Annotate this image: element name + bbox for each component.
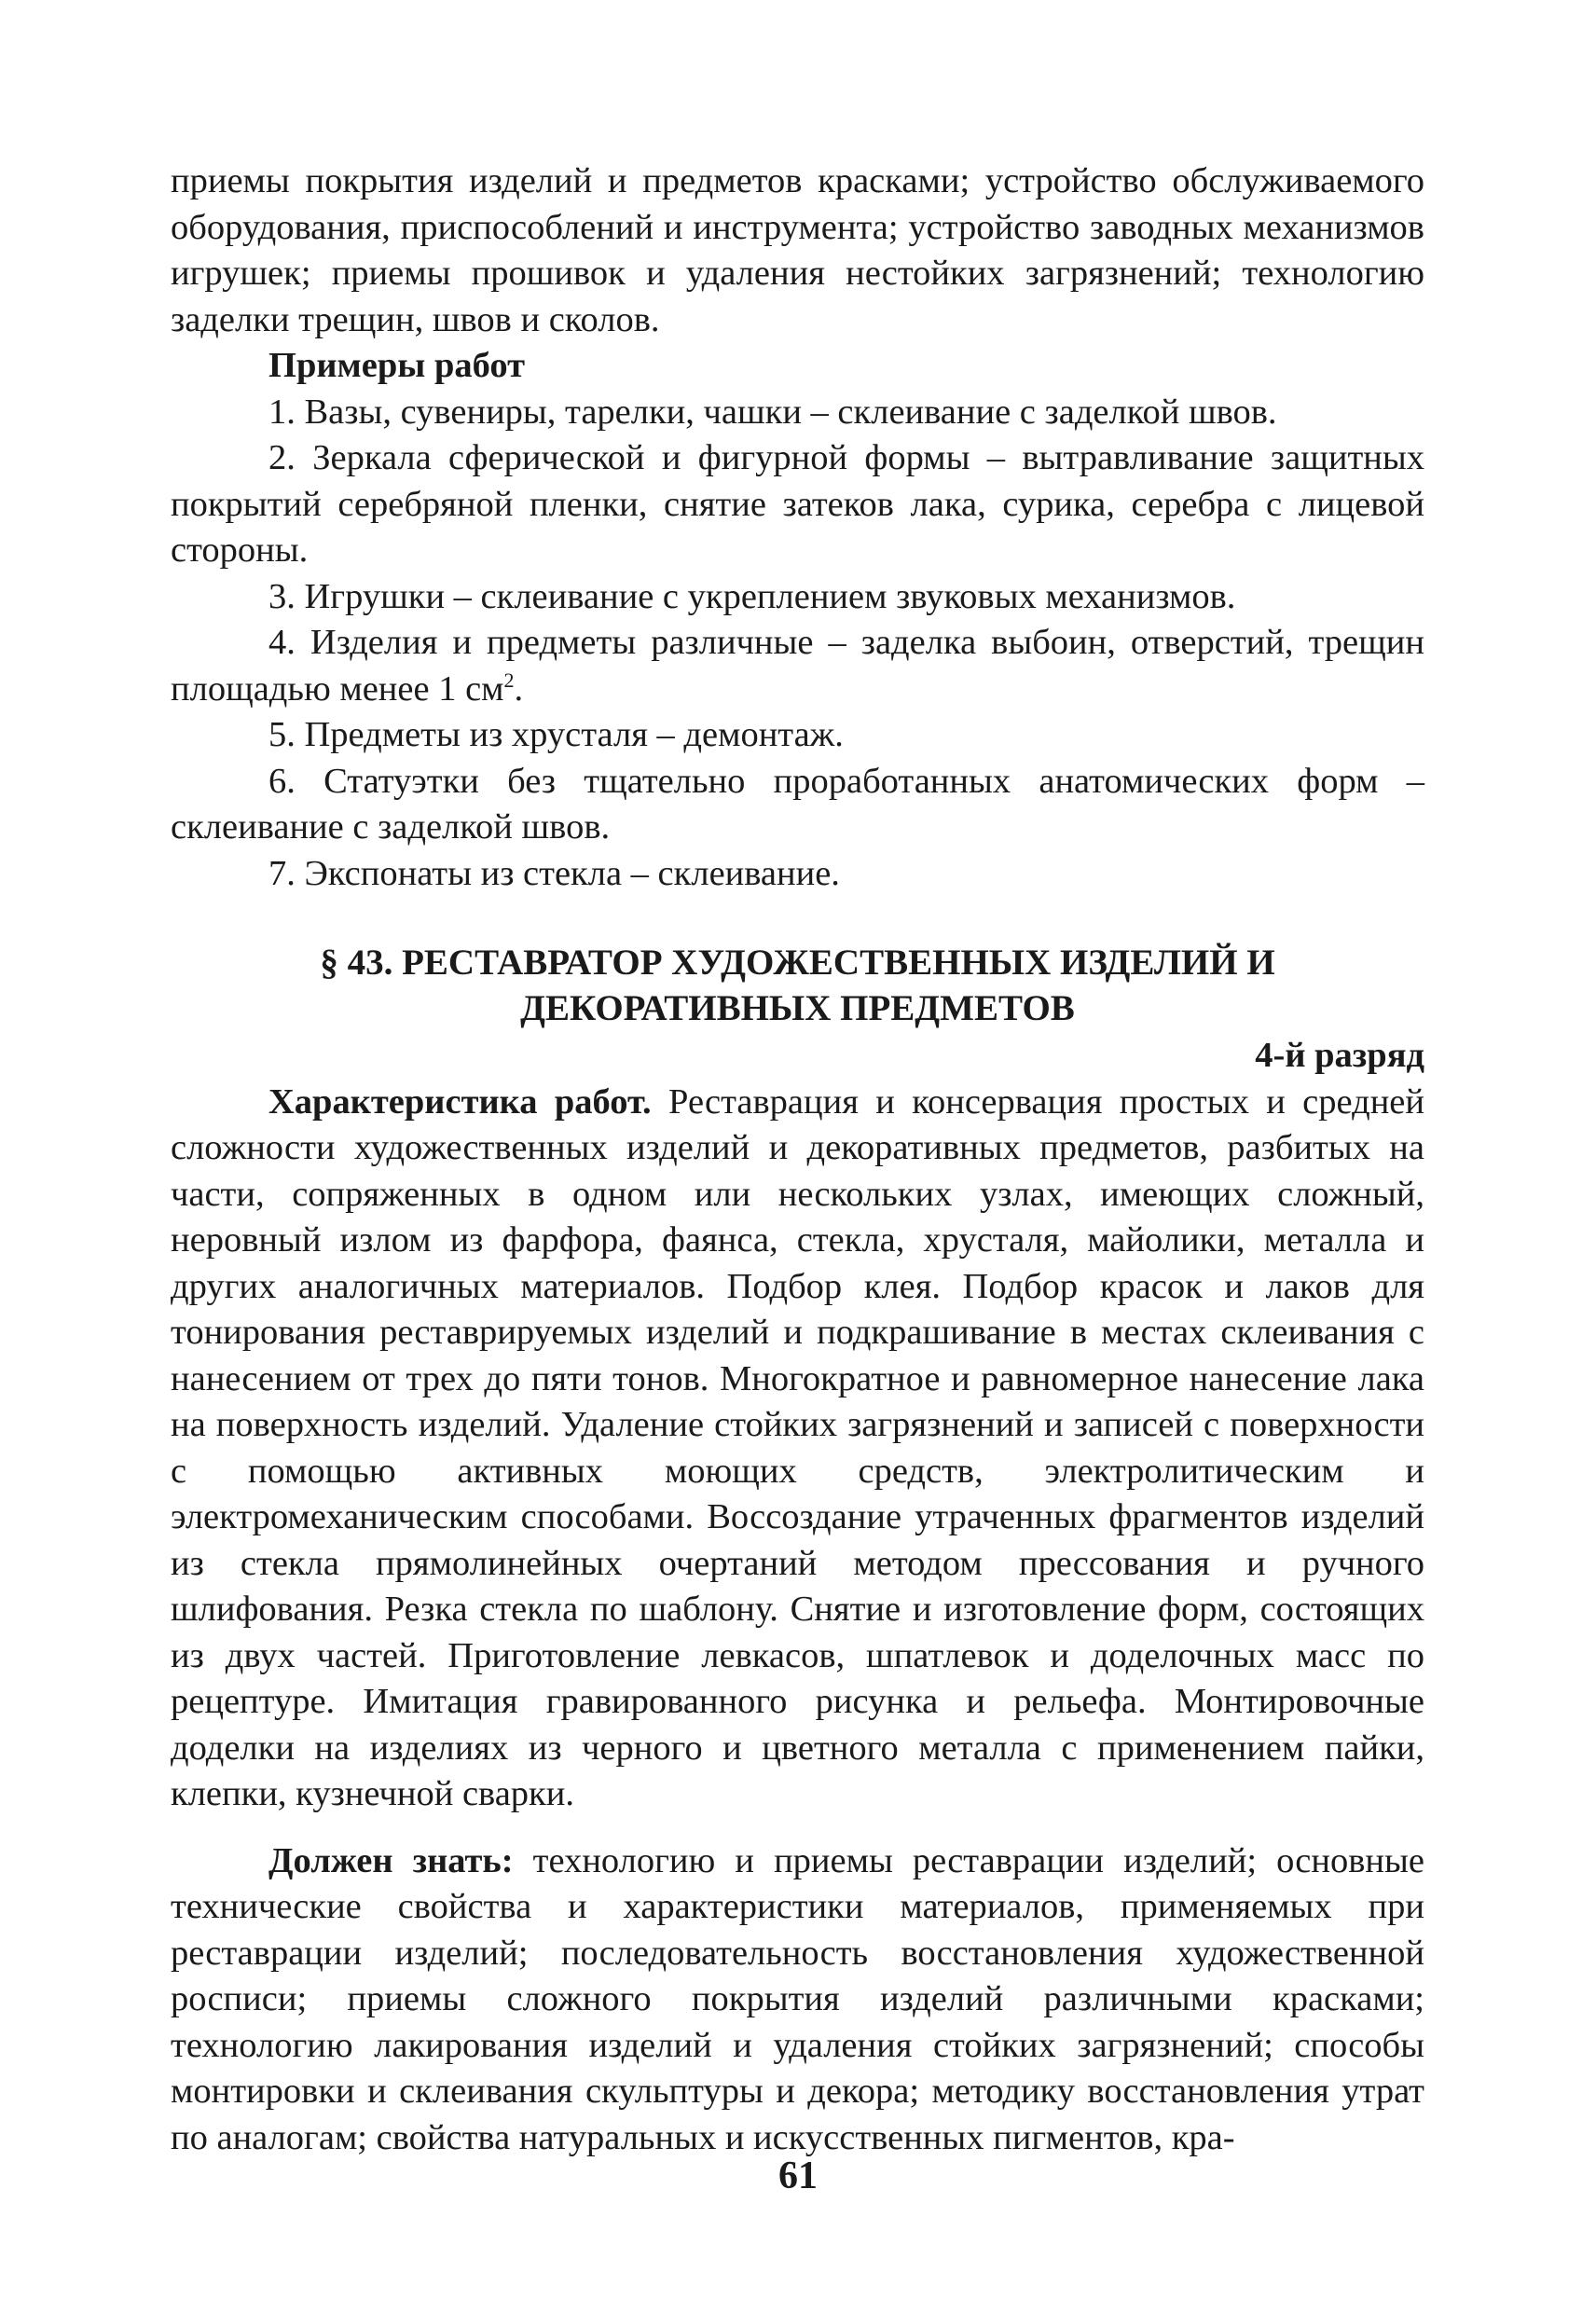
superscript-2: 2 <box>503 668 515 692</box>
characteristics-label: Характеристика работ. <box>268 1081 652 1122</box>
example-item-6: 6. Статуэтки без тщательно проработанных анатомических форм – склеивание с заделкой швов. <box>171 761 1424 847</box>
example-item-2: 2. Зеркала сферической и фигурной формы – вытравливание защитных покрытий серебряной пленки, снятие затеков лака, сурика, серебра с лицевой стороны. <box>171 438 1424 570</box>
example-item-5: 5. Предметы из хрусталя – демонтаж. <box>268 715 844 754</box>
must-know-label: Должен знать: <box>268 1840 514 1880</box>
characteristics-text: Реставрация и консервация простых и средней сложности художественных изделий и декоративных предметов, разбитых на части, сопряженных в одном или нескольких узлах, имеющих сложный, неровный излом из фарфора, фаянса, стекла, хрусталя, майолики, металла и других аналогичных материалов. Подбор клея. Подбор красок и лаков для тонирования реставрируемых изделий и подкрашивание в местах склеивания с нанесением от трех до пяти тонов. Многократное и равномерное нанесение лака на поверхность изделий. Удаление стойких загрязнений и записей с поверхности с помощью активных моющих средств, электролитическим и электромеханическим способами. Воссоздание утраченных фрагментов изделий из стекла прямолинейных очертаний методом прессования и ручного шлифования. Резка стекла по шаблону. Снятие и изготовление форм, состоящих из двух частей. Приготовление левкасов, шпатлевок и доделочных масс по рецептуре. Имитация гравированного рисунка и рельефа. Монтировочные доделки на изделиях из черного и цветного металла с применением пайки, клепки, кузнечной сварки. <box>171 1081 1424 1813</box>
section-title-line-1: § 43. РЕСТАВРАТОР ХУДОЖЕСТВЕННЫХ ИЗДЕЛИЙ И <box>320 943 1275 983</box>
must-know-paragraph <box>171 1838 1424 2162</box>
document-page <box>171 158 1424 2161</box>
must-know-text: технологию и приемы реставрации изделий; основные технические свойства и характеристики материалов, применяемых при реставрации изделий; последовательность восстановления художественной росписи; приемы сложного покрытия изделий различными красками; технологию лакирования изделий и удаления стойких загрязнений; способы монтировки и склеивания скульптуры и декора; методику восстановления утрат по аналогам; свойства натуральных и искусственных пигментов, кра- <box>171 1840 1424 2157</box>
examples-block <box>171 343 1424 897</box>
examples-heading: Примеры работ <box>268 346 526 385</box>
example-item-4-end: . <box>514 668 524 709</box>
grade-label: 4-й разряд <box>1255 1036 1424 1075</box>
characteristics-paragraph <box>171 1080 1424 1818</box>
example-item-1: 1. Вазы, сувениры, тарелки, чашки – склеивание с заделкой швов. <box>268 392 1277 432</box>
intro-paragraph: приемы покрытия изделий и предметов красками; устройство обслуживаемого оборудования, приспособлений и инструмента; устройство заводных механизмов игрушек; приемы прошивок и удаления нестойких загрязнений; технологию заделки трещин, швов и сколов. <box>171 161 1424 339</box>
section-title-line-2: ДЕКОРАТИВНЫХ ПРЕДМЕТОВ <box>520 988 1075 1028</box>
section-title <box>171 940 1424 1031</box>
example-item-3: 3. Игрушки – склеивание с укреплением звуковых механизмов. <box>268 576 1236 616</box>
example-item-7: 7. Экспонаты из стекла – склеивание. <box>268 853 840 893</box>
example-item-4-text: 4. Изделия и предметы различные – заделка выбоин, отверстий, трещин площадью менее 1 см <box>171 623 1424 709</box>
example-item-4 <box>171 620 1424 712</box>
page-number: 61 <box>778 2155 818 2197</box>
